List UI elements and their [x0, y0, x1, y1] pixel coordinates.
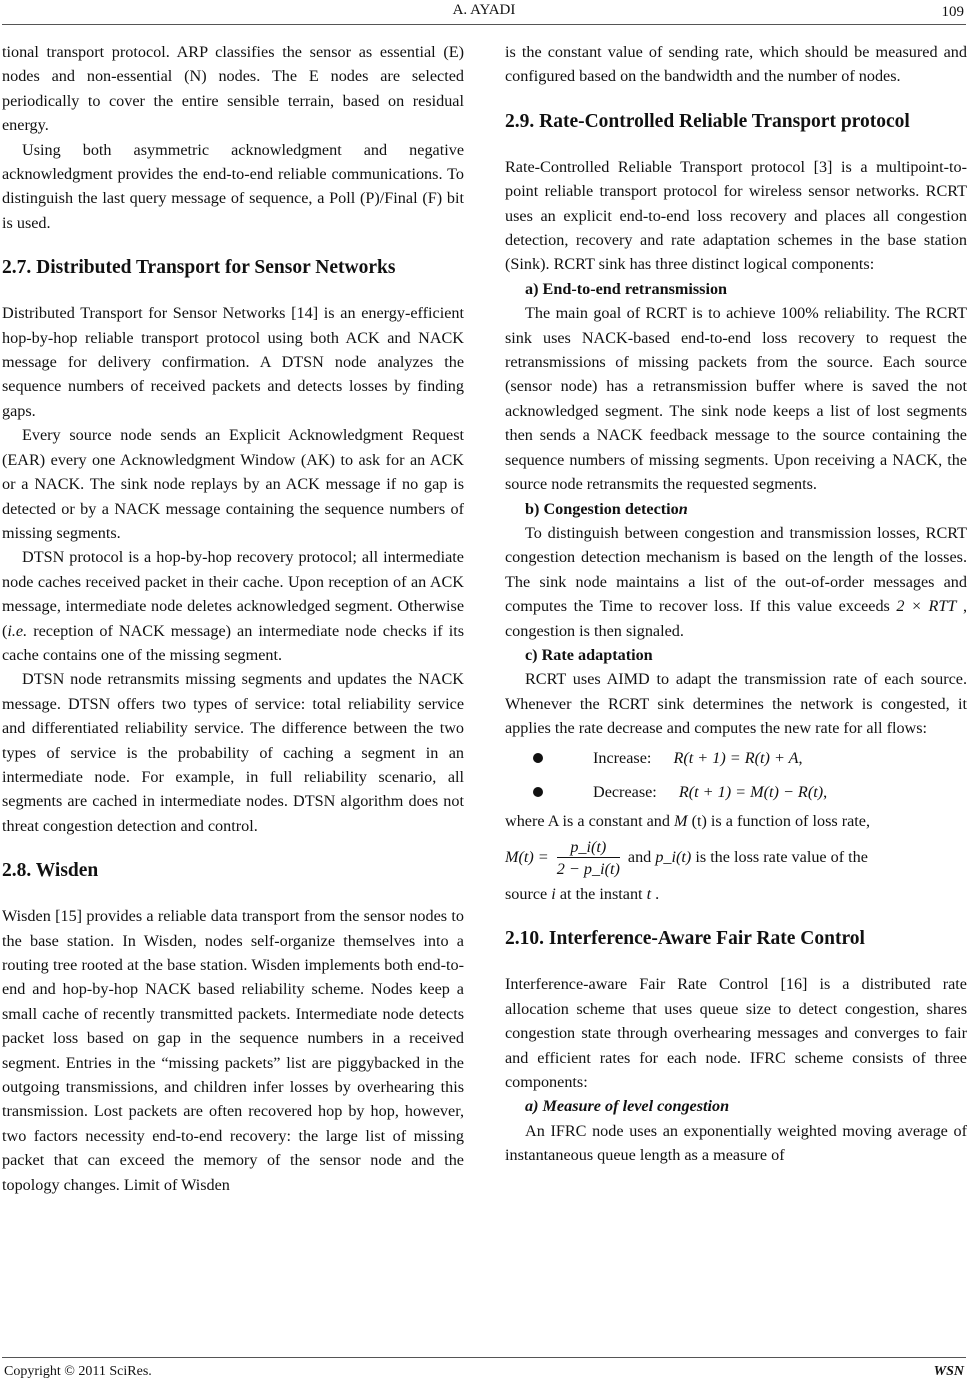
paragraph: Wisden [15] provides a reliable data transport from the sensor nodes to the base station. In Wisden, nodes self-organize themselves into a routing tree rooted at the base station. Wisden implements both end-to-end and hop-by-hop NACK based reliability scheme. Nodes keep a small cache of recently transmitted packets. Intermediate node detects packet loss based on gap in the sequence numbers in a received segment. Entries in the “missing packets” list are piggybacked in the outgoing transmissions, and children infer losses by overhearing this transmission. Lost packets are often recovered hop by hop, however, two factors necessity end-to-end recovery: the large list of missing packet that can exceed the memory of the sensor node and the topology changes. Limit of Wisden: [2, 907, 464, 1194]
bullet-icon: [533, 753, 543, 763]
subheading: [505, 497, 967, 521]
text-run: at the instant: [559, 884, 643, 903]
subheading: a) Measure of level congestion: [525, 1097, 730, 1116]
formula-line: [505, 837, 967, 880]
fraction: [557, 837, 620, 880]
paragraph: Rate-Controlled Reliable Transport protocol [3] is a multipoint-to-point reliable transport protocol for wireless sensor networks. RCRT uses an explicit end-to-end loss recovery and places all congestion detection, recovery and rate adaptation schemes in the base station (Sink). RCRT sink has three distinct logical components:: [505, 157, 967, 274]
paragraph: DTSN node retransmits missing segments and updates the NACK message. DTSN offers two types of service: total reliability service and differentiated reliability service. The difference between the two types of service is the probability of caching a segment in an intermediate node. For example, in full reliability scenario, all segments are cached in intermediate nodes. DTSN algorithm does not threat congestion detection and control.: [2, 670, 464, 835]
italic-text: i.e.: [7, 621, 28, 640]
section-heading-2-7: 2.7. Distributed Transport for Sensor Networks: [2, 257, 396, 279]
text-run: is the loss rate value of the: [695, 848, 868, 867]
list-item-decrease: Decrease: R(t + 1) = M(t) − R(t),: [505, 775, 967, 809]
text-run: and: [627, 848, 652, 867]
subheading: c) Rate adaptation: [525, 645, 653, 664]
copyright-notice: Copyright © 2011 SciRes.: [4, 1364, 152, 1379]
math-expression: M(t) =: [505, 848, 549, 867]
bullet-icon: [533, 787, 543, 797]
italic-text: M: [674, 811, 688, 830]
header-rule: [2, 24, 966, 25]
paragraph: source i at the instant t .: [505, 884, 660, 903]
italic-text: i: [551, 884, 556, 903]
section-heading-2-10: 2.10. Interference-Aware Fair Rate Control: [505, 928, 865, 950]
paragraph: An IFRC node uses an exponentially weighted moving average of instantaneous queue length as a measure of: [505, 1121, 967, 1165]
paragraph: is the constant value of sending rate, which should be measured and configured based on the bandwidth and the number of nodes.: [505, 43, 967, 86]
paragraph: [2, 545, 464, 667]
running-head-author: A. AYADI: [452, 2, 516, 18]
paragraph: RCRT uses AIMD to adapt the transmission rate of each source. Whenever the RCRT sink determines the network is congested, it applies the rate decrease and computes the new rate for all flows:: [505, 670, 967, 738]
left-column: [2, 40, 464, 1197]
paragraph: The main goal of RCRT is to achieve 100% reliability. The RCRT sink uses NACK-based end-to-end loss recovery to request the retransmissions of missing packets from the source. Each source (sensor node) has a retransmission buffer where is saved the not acknowledged segment. The sink node keeps a list of lost segments then sends a NACK feedback message to the source containing the sequence numbers of missing segments. Upon receiving a NACK, the source node retransmits the requested segments.: [505, 304, 967, 494]
paragraph: Using both asymmetric acknowledgment and negative acknowledgment provides the end-to-end reliable communications. To distinguish the last query message of sequence, a Poll (P)/Final (F) bit is used.: [2, 140, 464, 232]
paragraph: [505, 809, 967, 833]
subheading: a) End-to-end retransmission: [525, 279, 728, 298]
bullet-label: Increase:: [593, 748, 652, 767]
text-run: , congestion is then signaled.: [505, 597, 967, 640]
footer-rule: [2, 1357, 966, 1358]
bullet-label: Decrease:: [593, 782, 657, 801]
paragraph: [505, 521, 967, 643]
section-heading-2-8: 2.8. Wisden: [2, 860, 99, 882]
fraction-numerator: p_i(t): [557, 837, 620, 858]
text-run: b) Congestion detectio: [525, 499, 679, 518]
section-heading-2-9: 2.9. Rate-Controlled Reliable Transport protocol: [505, 110, 910, 132]
math-expression: 2 × RTT: [896, 597, 957, 616]
paragraph: Interference-aware Fair Rate Control [16] is a distributed rate allocation scheme that uses queue size to detect congestion, shares congestion state through overhearing messages and converges to fair and efficient rates for each node. IFRC scheme consists of three components:: [505, 975, 967, 1091]
math-expression: R(t + 1) = R(t) + A: [673, 748, 799, 767]
paragraph: Every source node sends an Explicit Acknowledgment Request (EAR) every one Acknowledgment Window (AK) to ask for an ACK or a NACK. The sink node replays by an ACK message if no gap is detected or by a NACK message containing the sequence numbers of missing segments.: [2, 426, 464, 542]
page-number: 109: [941, 4, 964, 20]
text-run: where A is a constant and: [505, 811, 675, 830]
math-expression: p_i(t): [655, 848, 692, 867]
list-item-increase: Increase: R(t + 1) = R(t) + A,: [505, 741, 967, 775]
math-expression: R(t + 1) = M(t) − R(t): [678, 782, 824, 801]
text-run: source: [505, 884, 548, 903]
right-column: [505, 40, 967, 1168]
text-run: reception of NACK message) an intermediate node checks if its cache contains one of the missing segment.: [2, 621, 464, 664]
journal-abbrev: WSN: [933, 1364, 964, 1379]
italic-text: t: [646, 884, 652, 903]
paragraph: tional transport protocol. ARP classifies the sensor as essential (E) nodes and non-essential (N) nodes. The E nodes are selected periodically to cover the entire sensible terrain, based on residual energy.: [2, 43, 464, 135]
text-run: DTSN protocol is a hop-by-hop recovery protocol; all intermediate node caches received packet in their cache. Upon reception of an ACK message, intermediate node deletes acknowledged segment. Otherwise (: [2, 548, 464, 640]
italic-text: n: [678, 499, 688, 518]
text-run: To distinguish between congestion and transmission losses, RCRT congestion detection mechanism is based on the length of the losses. The sink node maintains a list of the out-of-order messages and computes the Time to recover loss. If this value exceeds: [505, 523, 967, 616]
text-run: (t) is a function of loss rate,: [687, 811, 871, 830]
paragraph: Distributed Transport for Sensor Networks [14] is an energy-efficient hop-by-hop reliable transport protocol using both ACK and NACK message for delivery confirmation. A DTSN node analyzes the sequence numbers of received packets and detects losses by finding gaps.: [2, 304, 464, 420]
fraction-denominator: 2 − p_i(t): [556, 859, 620, 878]
